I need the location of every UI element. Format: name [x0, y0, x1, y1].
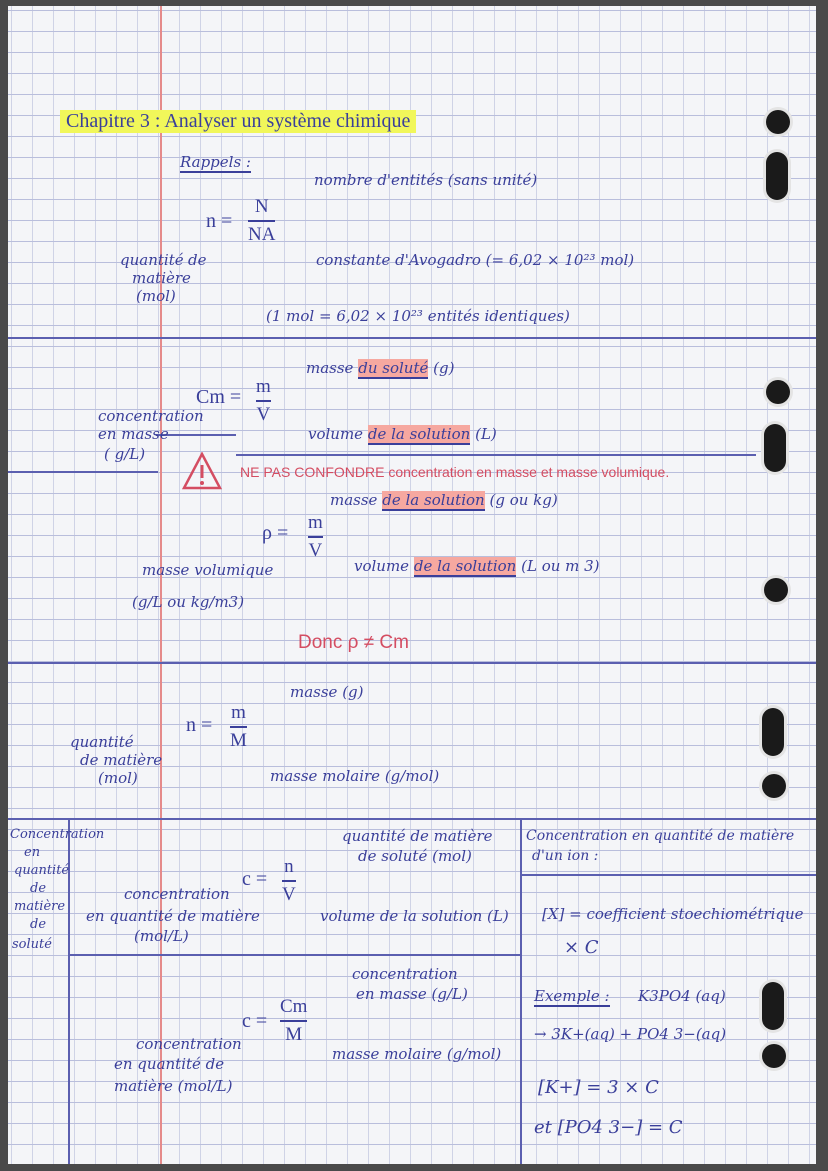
- c1-note-V: volume de la solution (L): [320, 907, 509, 925]
- s2-numerator: m: [256, 376, 271, 397]
- s3-note-M: masse molaire (g/mol): [270, 767, 440, 785]
- example-k-conc: [K+] = 3 × C: [538, 1077, 659, 1098]
- section-divider: [8, 662, 816, 664]
- rho-fraction: [308, 512, 323, 562]
- s2-note-V-hl: de la solution: [367, 425, 471, 443]
- c2-note-cm-2: en masse (g/L): [356, 985, 468, 1003]
- rho-label-1: masse volumique: [142, 561, 274, 579]
- s4-side-4: de: [30, 881, 47, 896]
- c2-fraction: [280, 996, 307, 1046]
- s1-fraction: [248, 196, 275, 246]
- s1-denominator: NA: [248, 223, 276, 245]
- s1-label-qty-2: de: [188, 251, 207, 269]
- s1-formula-lhs: n =: [206, 210, 233, 232]
- c2-label-3: matière (mol/L): [114, 1077, 233, 1095]
- notebook-page: [8, 6, 816, 1164]
- section-divider: [8, 818, 816, 820]
- binder-hole: [766, 152, 788, 200]
- binder-hole: [764, 578, 788, 602]
- c2-label-2: en quantité de: [114, 1055, 225, 1073]
- s4-side-1: Concentration: [10, 827, 105, 842]
- rho-note-m-post: (g ou kg): [489, 491, 558, 509]
- c2-label-1: concentration: [136, 1035, 242, 1053]
- rho-note-m-hl: de la solution: [382, 491, 485, 509]
- s2-label-1: concentration: [98, 407, 204, 425]
- fraction-bar: [256, 400, 271, 402]
- s1-label-qty-3: matière: [132, 269, 191, 287]
- s2-note-V: [308, 426, 497, 443]
- s1-note-NA: constante d'Avogadro (= 6,02 × 10²³ mol): [316, 251, 635, 269]
- s2-note-m-pre: masse: [306, 359, 354, 377]
- warning-icon: [182, 452, 222, 490]
- s3-denominator: M: [230, 729, 247, 751]
- c1-label-1: concentration: [124, 885, 230, 903]
- s3-formula-lhs: n =: [186, 714, 213, 736]
- rho-note-V-hl: de la solution: [413, 557, 517, 575]
- binder-hole: [764, 424, 786, 472]
- c1-fraction: [282, 856, 296, 906]
- binder-hole: [762, 774, 786, 798]
- s3-numerator: m: [231, 702, 246, 723]
- s3-label-2: de matière: [80, 751, 163, 769]
- donc-statement: Donc ρ ≠ Cm: [298, 632, 409, 653]
- binder-hole: [766, 110, 790, 134]
- c2-numerator: Cm: [280, 996, 308, 1017]
- rho-note-V: [354, 558, 600, 575]
- c2-formula-lhs: c =: [242, 1010, 268, 1032]
- warning-box-top: [236, 454, 756, 456]
- c1-formula-lhs: c =: [242, 868, 268, 890]
- margin-line: [160, 6, 162, 1164]
- c1-note-n-1: quantité de matière: [342, 827, 493, 845]
- c1-label-3: (mol/L): [134, 927, 189, 945]
- rho-note-V-post: (L ou m 3): [521, 557, 600, 575]
- table-border: [520, 818, 522, 1164]
- rho-numerator: m: [308, 512, 323, 533]
- s3-label-3: (mol): [98, 769, 138, 787]
- c2-note-M: masse molaire (g/mol): [332, 1045, 502, 1063]
- s1-note-N: nombre d'entités (sans unité): [314, 171, 538, 189]
- example-reaction: → 3K+(aq) + PO4 3−(aq): [534, 1025, 727, 1043]
- s3-label-1: quantité: [70, 733, 134, 751]
- example-label: Exemple :: [534, 988, 610, 1007]
- s4-side-6: de: [30, 917, 47, 932]
- s2-note-m-post: (g): [433, 359, 455, 377]
- rho-note-m: [330, 492, 558, 509]
- fraction-bar: [248, 220, 275, 222]
- s2-label-2: en masse: [98, 425, 169, 443]
- fraction-bar: [230, 726, 247, 728]
- warning-text: NE PAS CONFONDRE concentration en masse et masse volumique.: [240, 464, 670, 480]
- page-title: Chapitre 3 : Analyser un système chimique: [60, 110, 416, 133]
- c2-denominator: M: [285, 1023, 303, 1045]
- example-po4-conc: et [PO4 3−] = C: [534, 1117, 683, 1138]
- table-row-border: [68, 954, 520, 956]
- s2-fraction: [256, 376, 271, 426]
- c1-numerator: n: [284, 856, 294, 877]
- s2-denominator: V: [256, 403, 271, 425]
- rho-note-m-pre: masse: [330, 491, 378, 509]
- s2-note-V-post: (L): [475, 425, 497, 443]
- c2-note-cm-1: concentration: [352, 965, 458, 983]
- ion-rule-1: [X] = coefficient stoechiométrique: [542, 905, 804, 923]
- binder-hole: [762, 1044, 786, 1068]
- fraction-bar: [308, 536, 323, 538]
- rho-denominator: V: [308, 539, 323, 561]
- s4-side-5: matière: [14, 899, 66, 914]
- binder-hole: [766, 380, 790, 404]
- s2-note-m-hl: du soluté: [358, 359, 429, 377]
- binder-hole: [762, 982, 784, 1030]
- binder-hole: [762, 708, 784, 756]
- c1-label-2: en quantité de matière: [86, 907, 260, 925]
- s2-note-V-pre: volume: [308, 425, 364, 443]
- s4-side-2: en: [24, 845, 41, 860]
- c1-denominator: V: [282, 883, 296, 905]
- rho-label-2: (g/L ou kg/m3): [132, 593, 245, 611]
- s3-note-m: masse (g): [290, 683, 364, 701]
- table-row-border: [520, 874, 816, 876]
- s1-label-qty-1: quantité: [120, 251, 184, 269]
- fraction-bar: [280, 1020, 307, 1022]
- s2-formula-lhs: Cm =: [196, 386, 242, 408]
- warning-box-bottom: [8, 471, 158, 473]
- s2-note-m: [306, 360, 454, 377]
- ion-title-1: Concentration en quantité de matière: [526, 828, 795, 844]
- s1-label-qty-4: (mol): [136, 287, 176, 305]
- fraction-bar: [282, 880, 296, 882]
- rappels-heading: Rappels :: [180, 154, 251, 173]
- example-formula: K3PO4 (aq): [638, 987, 726, 1005]
- s4-side-3: quantité: [14, 863, 70, 878]
- rho-note-V-pre: volume: [354, 557, 410, 575]
- s4-side-7: soluté: [12, 937, 52, 952]
- s2-label-3: ( g/L): [104, 445, 146, 463]
- section-divider: [8, 337, 816, 339]
- rho-formula-lhs: ρ =: [262, 522, 289, 544]
- ion-title-2: d'un ion :: [532, 848, 599, 864]
- s3-fraction: [230, 702, 247, 752]
- c1-note-n-2: de soluté (mol): [358, 847, 472, 865]
- ion-rule-2: × C: [564, 937, 599, 958]
- s1-numerator: N: [254, 196, 269, 217]
- s1-mol-definition: (1 mol = 6,02 × 10²³ entités identiques): [266, 307, 570, 325]
